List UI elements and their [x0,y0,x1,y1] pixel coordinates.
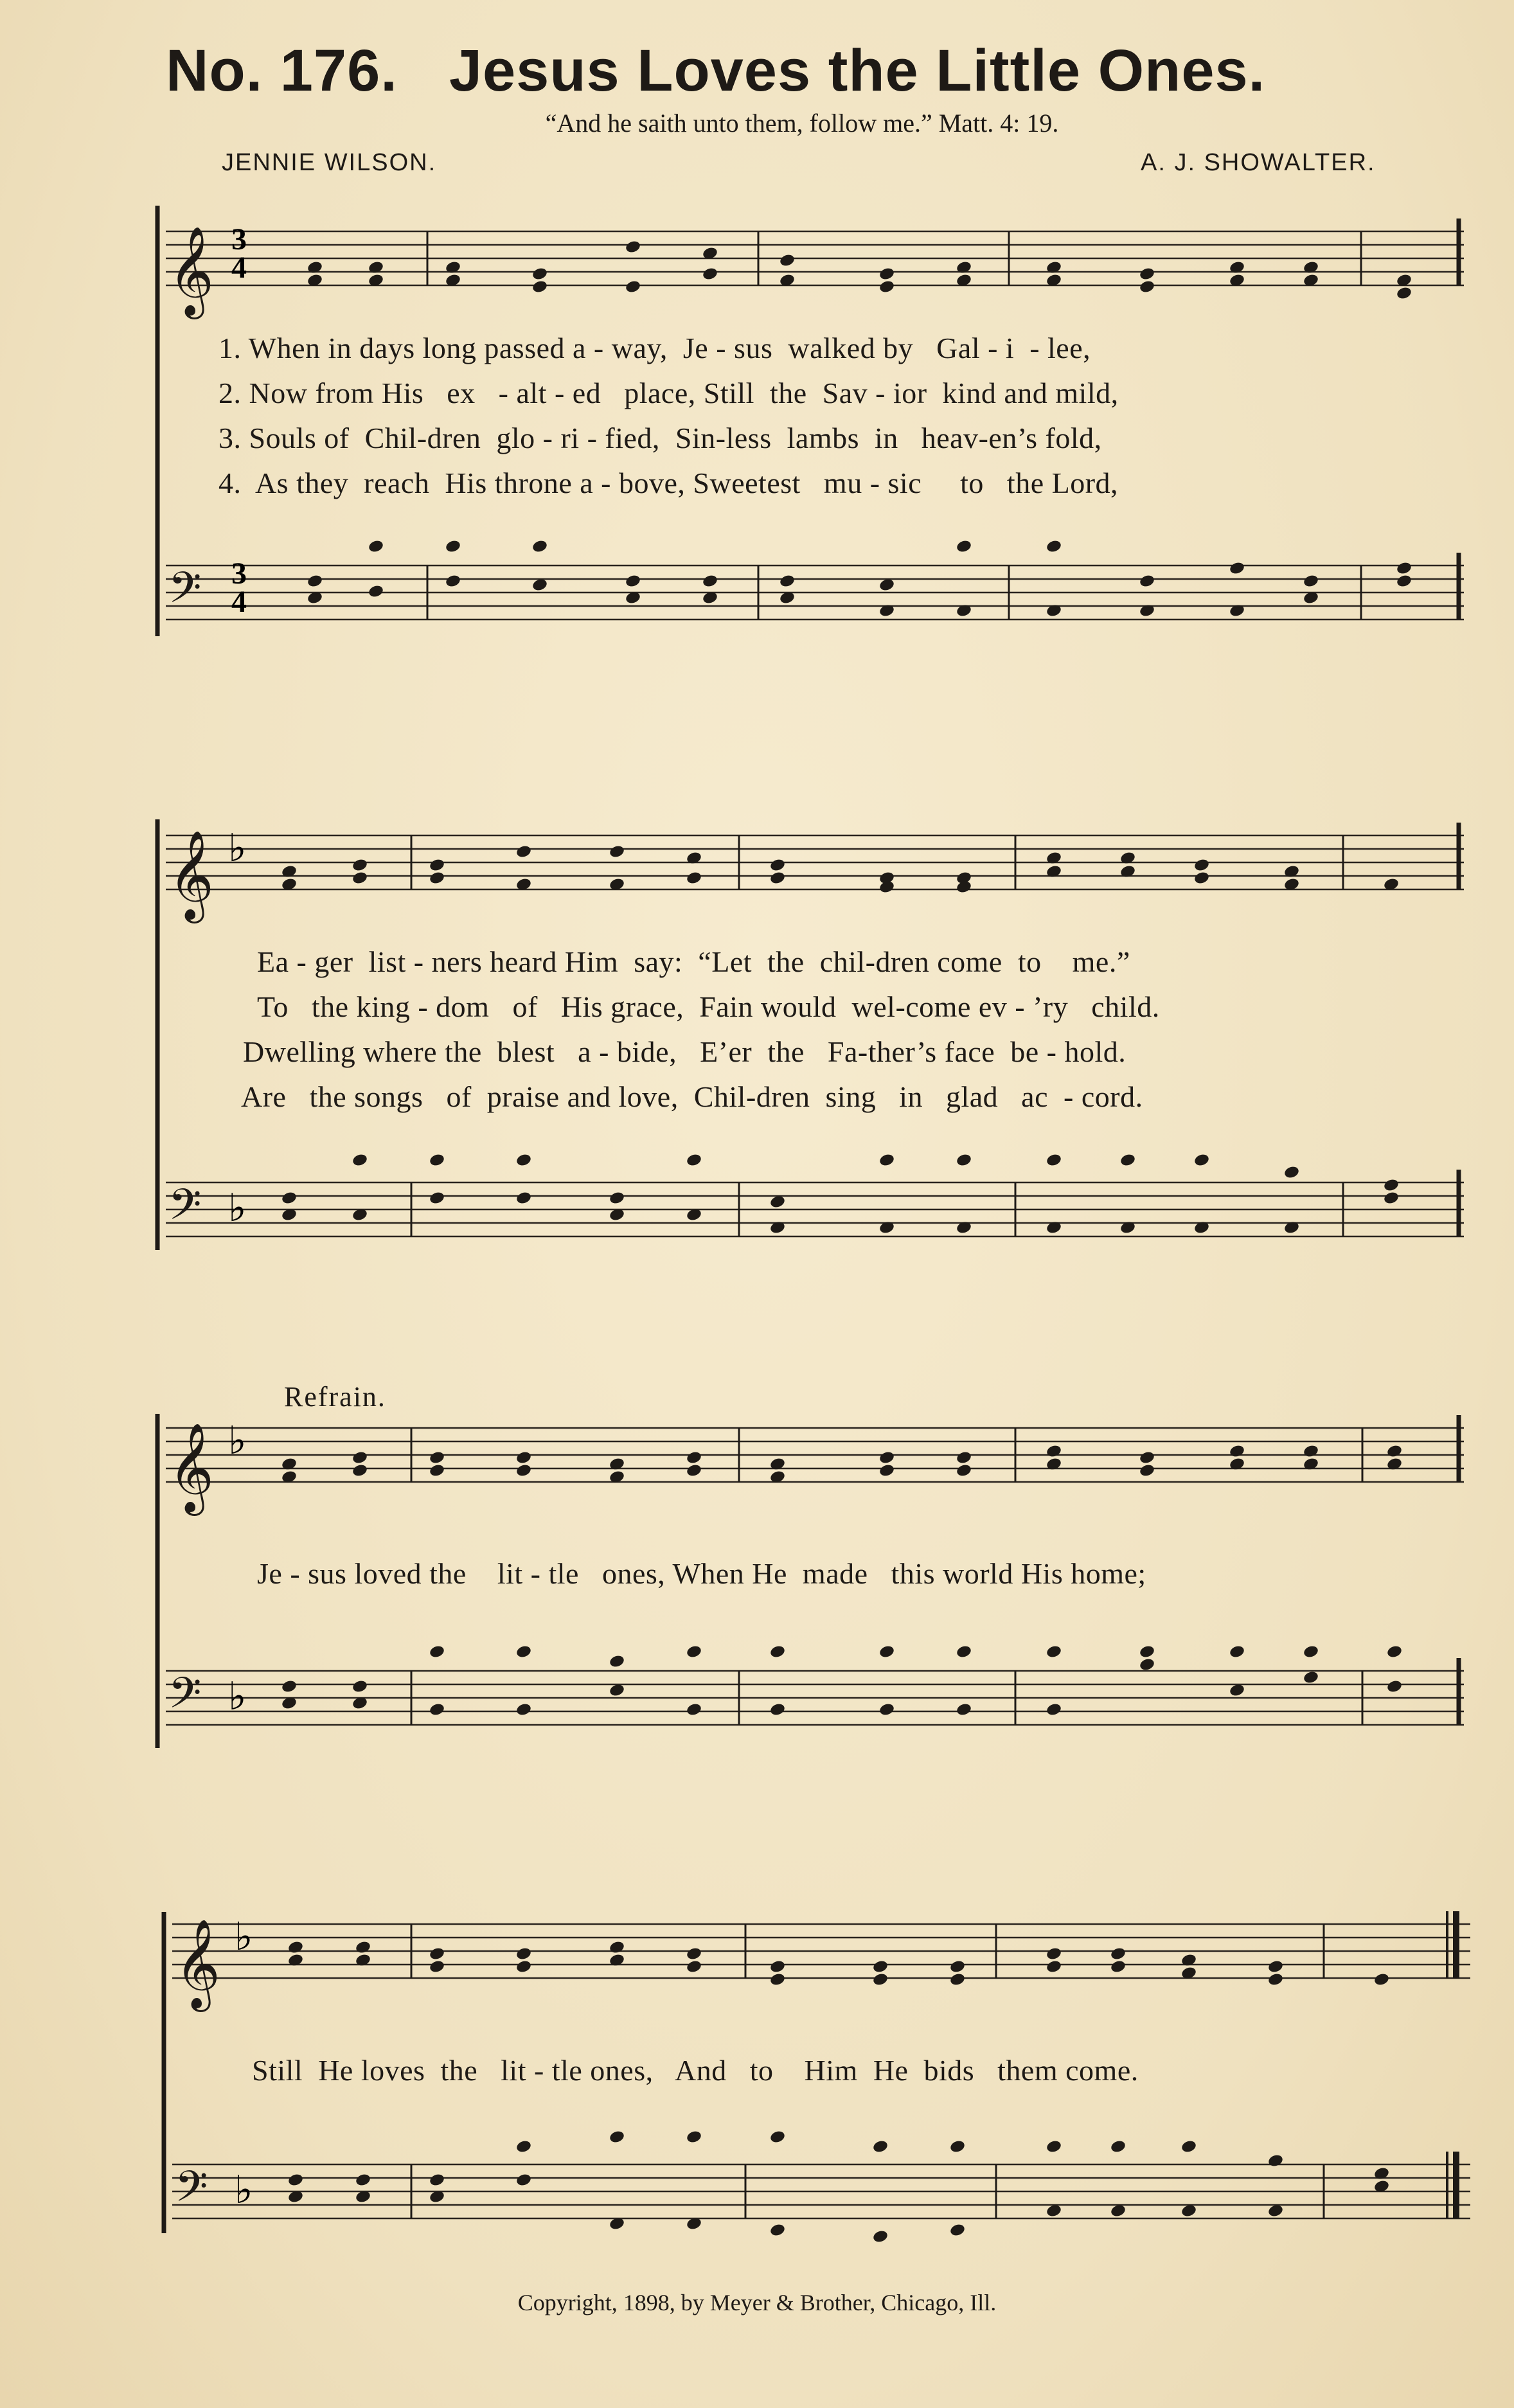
treble-staff-1 [166,231,1464,285]
key-flat-icon: ♭ [228,1420,247,1462]
hymn-number: No. 176. [166,38,398,103]
verse-2-line-2: To the king - dom of His grace, Fain would wel-come ev - ’ry child. [257,990,1160,1023]
verse-1-line-2: Ea - ger list - ners heard Him say: “Let the chil-dren come to me.” [257,945,1130,978]
copyright-notice: Copyright, 1898, by Meyer & Brother, Chicago, Ill. [517,2290,997,2315]
verse-4-line-1: 4. As they reach His throne a - bove, Sweetest mu - sic to the Lord, [218,467,1119,499]
hymn-title: Jesus Loves the Little Ones. [449,38,1266,103]
verse-3-line-1: 3. Souls of Chil-dren glo - ri - fied, Sin-less lambs in heav-en’s fold, [218,422,1102,454]
lyricist-credit: JENNIE WILSON. [222,149,437,176]
time-sig-top: 3 [231,222,247,256]
verse-4-line-2: Are the songs of praise and love, Chil-dren sing in glad ac - cord. [241,1080,1143,1113]
time-sig-bottom-bass: 4 [231,585,247,619]
verse-3-line-2: Dwelling where the blest a - bide, E’er the Fa-ther’s face be - hold. [243,1035,1127,1068]
key-flat-icon: ♭ [228,827,247,870]
composer-credit: A. J. SHOWALTER. [1141,149,1376,176]
verse-2-line-1: 2. Now from His ex - alt - ed place, Still the Sav - ior kind and mild, [218,377,1119,409]
treble-clef-icon: 𝄞 [168,1423,214,1512]
key-flat-icon: ♭ [235,2169,253,2211]
treble-clef-icon: 𝄞 [175,1919,220,2008]
refrain-line-1: Je - sus loved the lit - tle ones, When He made this world His home; [257,1557,1146,1590]
bass-clef-icon: 𝄢 [168,1668,202,1728]
bass-clef-icon: 𝄢 [168,1180,202,1240]
treble-clef-icon: 𝄞 [168,226,214,316]
time-sig-bottom: 4 [231,251,247,285]
bass-clef-icon: 𝄢 [168,563,202,623]
bass-clef-icon: 𝄢 [175,2162,208,2222]
key-flat-icon: ♭ [228,1187,247,1229]
key-flat-icon: ♭ [228,1675,247,1718]
scripture-reference: “And he saith unto them, follow me.” Matt. 4: 19. [545,109,1059,138]
verse-1-line-1: 1. When in days long passed a - way, Je - sus walked by Gal - i - lee, [218,332,1091,364]
notes-system-4 [287,1940,1390,2244]
key-flat-icon: ♭ [235,1916,253,1958]
bass-staff-1 [166,566,1464,620]
time-sig-top-bass: 3 [231,557,247,591]
treble-clef-icon: 𝄞 [168,830,214,920]
refrain-line-2: Still He loves the lit - tle ones, And to Him He bids them come. [252,2054,1139,2087]
refrain-label: Refrain. [284,1381,386,1413]
